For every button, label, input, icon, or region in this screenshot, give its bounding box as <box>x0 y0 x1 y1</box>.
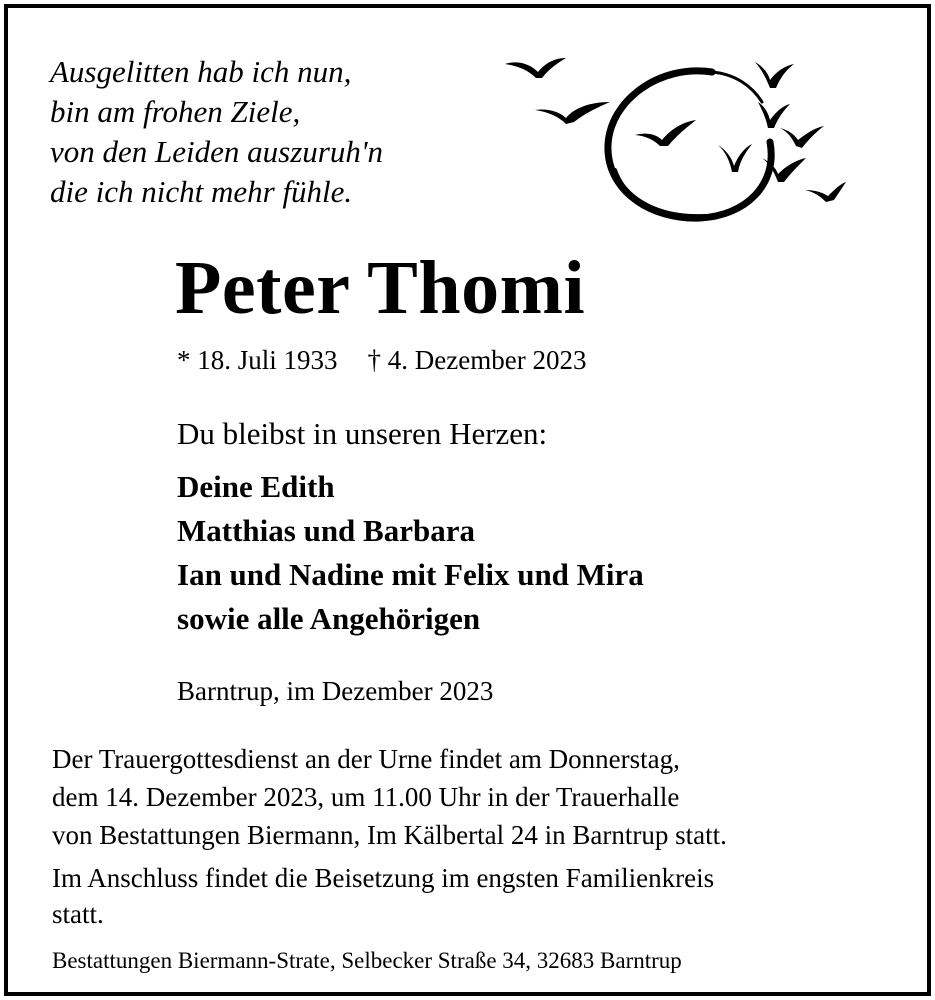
poem-line: von den Leiden auszuruh'n <box>50 134 383 169</box>
mourners-list <box>177 465 644 641</box>
service-line: dem 14. Dezember 2023, um 11.00 Uhr in der Trauerhalle <box>52 782 680 812</box>
death-date: † 4. Dezember 2023 <box>367 345 587 375</box>
service-line: Der Trauergottesdienst an der Urne findet am Donnerstag, <box>52 744 680 774</box>
poem <box>50 52 383 212</box>
poem-line: die ich nicht mehr fühle. <box>50 174 353 209</box>
burial-announcement <box>52 860 714 932</box>
life-dates <box>177 343 586 377</box>
service-line: von Bestattungen Biermann, Im Kälbertal 24 in Barntrup statt. <box>52 820 727 850</box>
funeral-home-footer: Bestattungen Biermann-Strate, Selbecker Straße 34, 32683 Barntrup <box>52 948 682 973</box>
burial-line: statt. <box>52 899 104 929</box>
mourners-intro: Du bleibst in unseren Herzen: <box>177 416 548 451</box>
deceased-name: Peter Thomi <box>175 246 586 330</box>
burial-line: Im Anschluss findet die Beisetzung im engsten Familienkreis <box>52 863 715 893</box>
poem-line: Ausgelitten hab ich nun, <box>50 54 352 89</box>
mourner-name: sowie alle Angehörigen <box>177 601 481 636</box>
moon-with-birds-icon <box>500 50 850 225</box>
poem-line: bin am frohen Ziele, <box>50 94 301 129</box>
service-announcement <box>52 740 727 854</box>
birth-date: * 18. Juli 1933 <box>177 345 338 375</box>
mourner-name: Ian und Nadine mit Felix und Mira <box>177 557 644 592</box>
mourner-name: Deine Edith <box>177 469 335 504</box>
place-and-date: Barntrup, im Dezember 2023 <box>177 676 494 706</box>
mourner-name: Matthias und Barbara <box>177 513 475 548</box>
